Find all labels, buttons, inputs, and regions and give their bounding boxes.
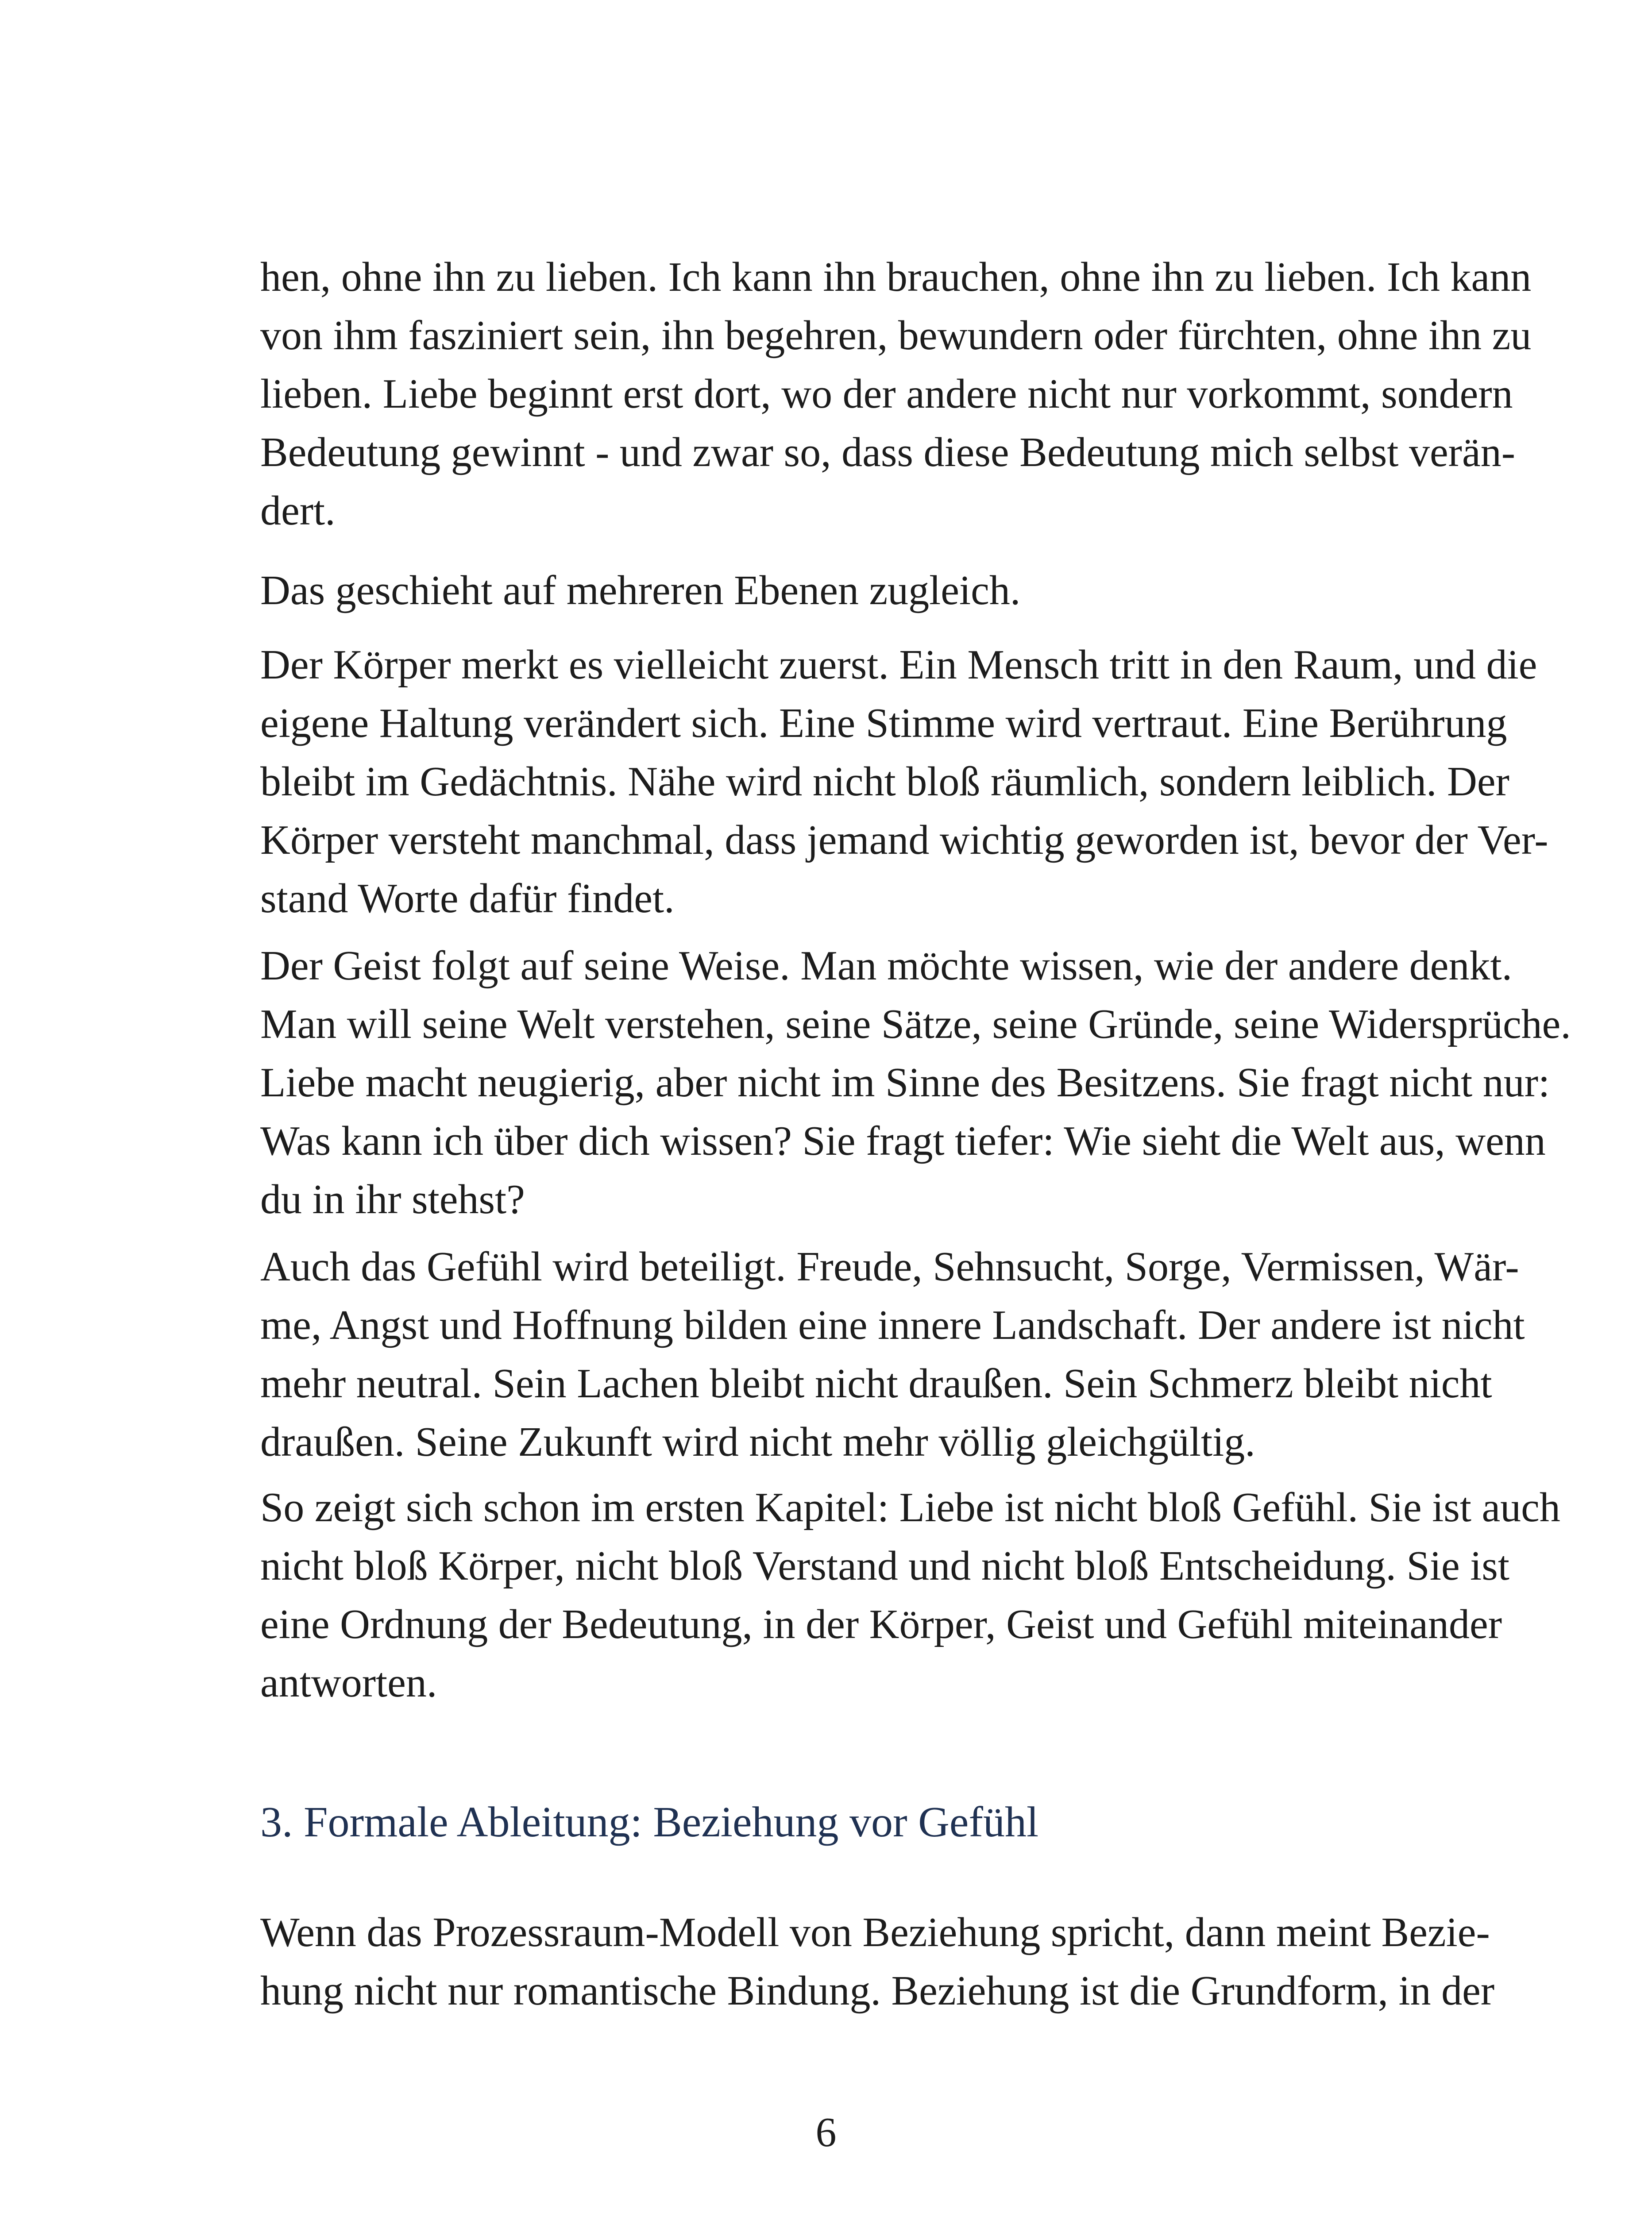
paragraph-2 <box>260 561 1411 620</box>
text-line: nicht bloß Körper, nicht bloß Verstand und nicht bloß Entscheidung. Sie ist <box>260 1543 1509 1589</box>
page-number: 6 <box>815 2109 837 2155</box>
text-line: lieben. Liebe beginnt erst dort, wo der andere nicht nur vorkommt, sondern <box>260 371 1513 417</box>
paragraph-5 <box>260 1238 1525 1471</box>
text-line: von ihm fasziniert sein, ihn begehren, bewundern oder fürchten, ohne ihn zu <box>260 312 1532 359</box>
text-line: draußen. Seine Zukunft wird nicht mehr völlig gleichgültig. <box>260 1419 1255 1465</box>
paragraph-1 <box>260 248 1532 540</box>
text-line: dert. <box>260 488 336 534</box>
text-line: Bedeutung gewinnt - und zwar so, dass diese Bedeutung mich selbst verän- <box>260 429 1516 475</box>
paragraph-3 <box>260 636 1548 928</box>
text-line: Auch das Gefühl wird beteiligt. Freude, Sehnsucht, Sorge, Vermissen, Wär- <box>260 1244 1519 1290</box>
text-line: antworten. <box>260 1660 437 1706</box>
text-line: Wenn das Prozessraum-Modell von Beziehung spricht, dann meint Bezie- <box>260 1909 1490 1955</box>
text-line: eine Ordnung der Bedeutung, in der Körper, Geist und Gefühl miteinander <box>260 1601 1502 1647</box>
text-line: Der Körper merkt es vielleicht zuerst. Ein Mensch tritt in den Raum, und die <box>260 642 1537 688</box>
text-line: hen, ohne ihn zu lieben. Ich kann ihn brauchen, ohne ihn zu lieben. Ich kann <box>260 254 1532 300</box>
text-line: stand Worte dafür findet. <box>260 875 675 921</box>
text-line: Man will seine Welt verstehen, seine Sätze, seine Gründe, seine Widersprüche. <box>260 1001 1571 1047</box>
text-line: Körper versteht manchmal, dass jemand wichtig geworden ist, bevor der Ver- <box>260 817 1548 863</box>
text-line: Der Geist folgt auf seine Weise. Man möchte wissen, wie der andere denkt. <box>260 943 1513 989</box>
text-line: bleibt im Gedächtnis. Nähe wird nicht bloß räumlich, sondern leiblich. Der <box>260 759 1509 805</box>
text-line: me, Angst und Hoffnung bilden eine innere Landschaft. Der andere ist nicht <box>260 1302 1525 1348</box>
paragraph-4 <box>260 937 1571 1229</box>
text-line: Liebe macht neugierig, aber nicht im Sinne des Besitzens. Sie fragt nicht nur: <box>260 1060 1550 1106</box>
text-line: So zeigt sich schon im ersten Kapitel: Liebe ist nicht bloß Gefühl. Sie ist auch <box>260 1484 1560 1531</box>
section-heading: 3. Formale Ableitung: Beziehung vor Gefühl <box>260 1798 1039 1846</box>
text-line: mehr neutral. Sein Lachen bleibt nicht draußen. Sein Schmerz bleibt nicht <box>260 1361 1492 1407</box>
text-line: Was kann ich über dich wissen? Sie fragt tiefer: Wie sieht die Welt aus, wenn <box>260 1118 1546 1164</box>
text-line: hung nicht nur romantische Bindung. Beziehung ist die Grundform, in der <box>260 1968 1495 2014</box>
paragraph-6 <box>260 1478 1560 1712</box>
text-line: du in ihr stehst? <box>260 1176 525 1222</box>
text-line: Das geschieht auf mehreren Ebenen zugleich. <box>260 567 1021 613</box>
paragraph-after-heading <box>260 1903 1495 2020</box>
text-line: eigene Haltung verändert sich. Eine Stimme wird vertraut. Eine Berührung <box>260 700 1507 746</box>
